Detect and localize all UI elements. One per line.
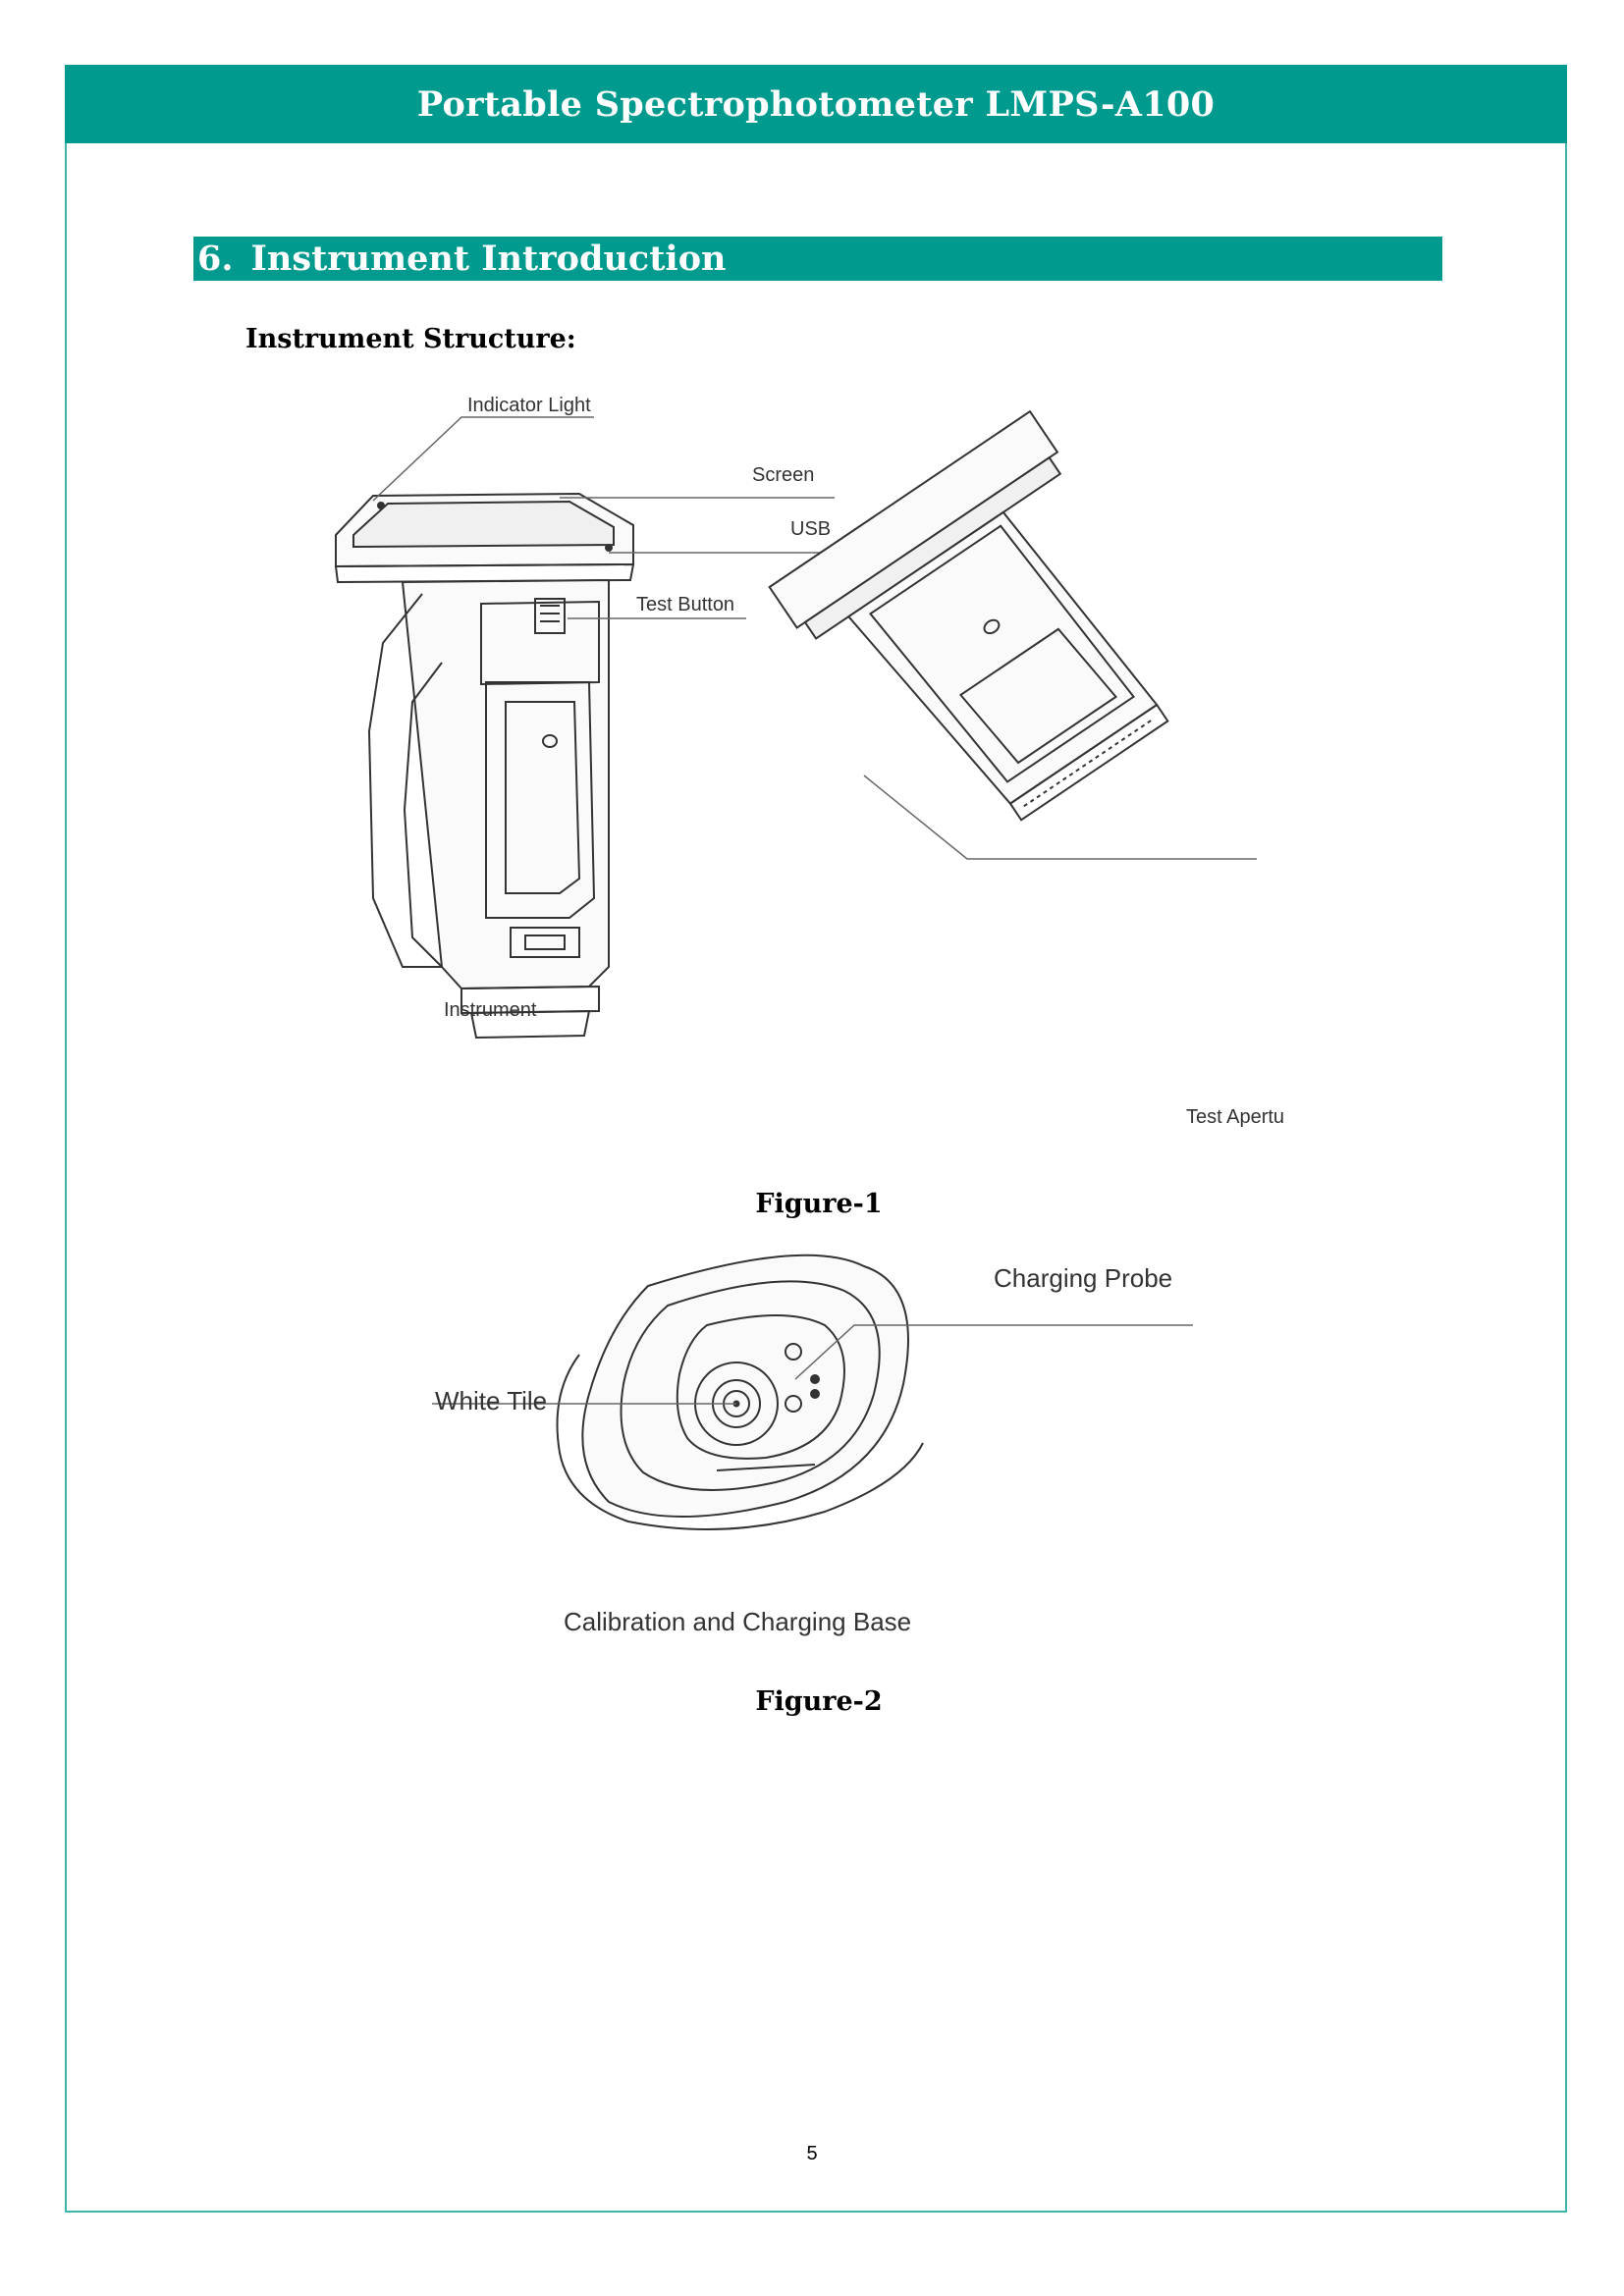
label-test-aperture: Test Apertu (1186, 1106, 1285, 1128)
label-calibration-base: Calibration and Charging Base (564, 1607, 912, 1636)
label-white-tile: White Tile (435, 1386, 548, 1415)
subheading: Instrument Structure: (245, 324, 576, 354)
label-charging-probe: Charging Probe (994, 1263, 1173, 1293)
label-test-button: Test Button (636, 594, 735, 615)
section-number: 6. (197, 239, 234, 279)
page-number: 5 (806, 2143, 818, 2164)
label-screen: Screen (752, 464, 815, 486)
figure-2-caption: Figure-2 (755, 1686, 883, 1717)
section-title: Instrument Introduction (250, 239, 727, 279)
instrument-illustration (314, 388, 1316, 1153)
figure-1-caption: Figure-1 (755, 1189, 883, 1219)
document-title: Portable Spectrophotometer LMPS-A100 (65, 65, 1567, 143)
label-instrument: Instrument (444, 999, 537, 1021)
label-usb: USB (790, 518, 832, 540)
section-heading (193, 237, 1442, 281)
label-indicator-light: Indicator Light (467, 395, 591, 416)
